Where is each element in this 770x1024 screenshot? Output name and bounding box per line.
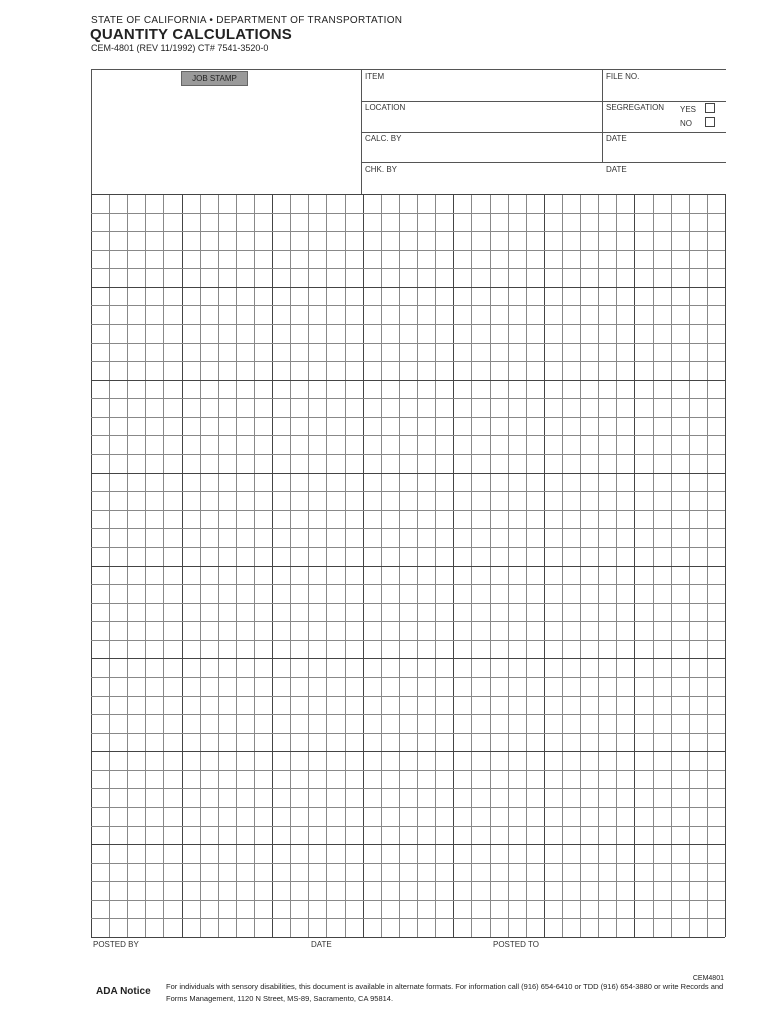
posted-to-field[interactable]: POSTED TO xyxy=(493,940,539,949)
location-field[interactable]: LOCATION xyxy=(365,103,406,112)
chk-date-field[interactable]: DATE xyxy=(606,165,627,174)
item-field[interactable]: ITEM xyxy=(365,72,385,81)
form-title: QUANTITY CALCULATIONS xyxy=(90,26,292,43)
calc-date-field[interactable]: DATE xyxy=(606,134,627,143)
form-code: CEM4801 xyxy=(692,975,724,982)
posted-date-field[interactable]: DATE xyxy=(311,940,332,949)
segregation-label: SEGREGATION xyxy=(606,103,665,112)
yes-label: YES xyxy=(680,105,697,114)
form-number: CEM-4801 (REV 11/1992) CT# 7541-3520-0 xyxy=(91,43,269,53)
posted-by-field[interactable]: POSTED BY xyxy=(93,940,139,949)
agency-name: STATE OF CALIFORNIA • DEPARTMENT OF TRANSPORTATION xyxy=(91,15,403,26)
ada-notice-label: ADA Notice xyxy=(96,986,151,997)
file-no-field[interactable]: FILE NO. xyxy=(606,72,640,81)
no-label: NO xyxy=(680,119,692,128)
chk-by-field[interactable]: CHK. BY xyxy=(365,165,398,174)
ada-notice-text: For individuals with sensory disabilities, this document is available in alternate formats. For information call (916) 654-6410 or TDD (916) 654-3880 or write Records and Forms Management, 1120 N Street, MS-89, Sacramento, CA 95814. xyxy=(166,982,724,1003)
job-stamp-label: JOB STAMP xyxy=(181,71,248,86)
calc-by-field[interactable]: CALC. BY xyxy=(365,134,402,143)
